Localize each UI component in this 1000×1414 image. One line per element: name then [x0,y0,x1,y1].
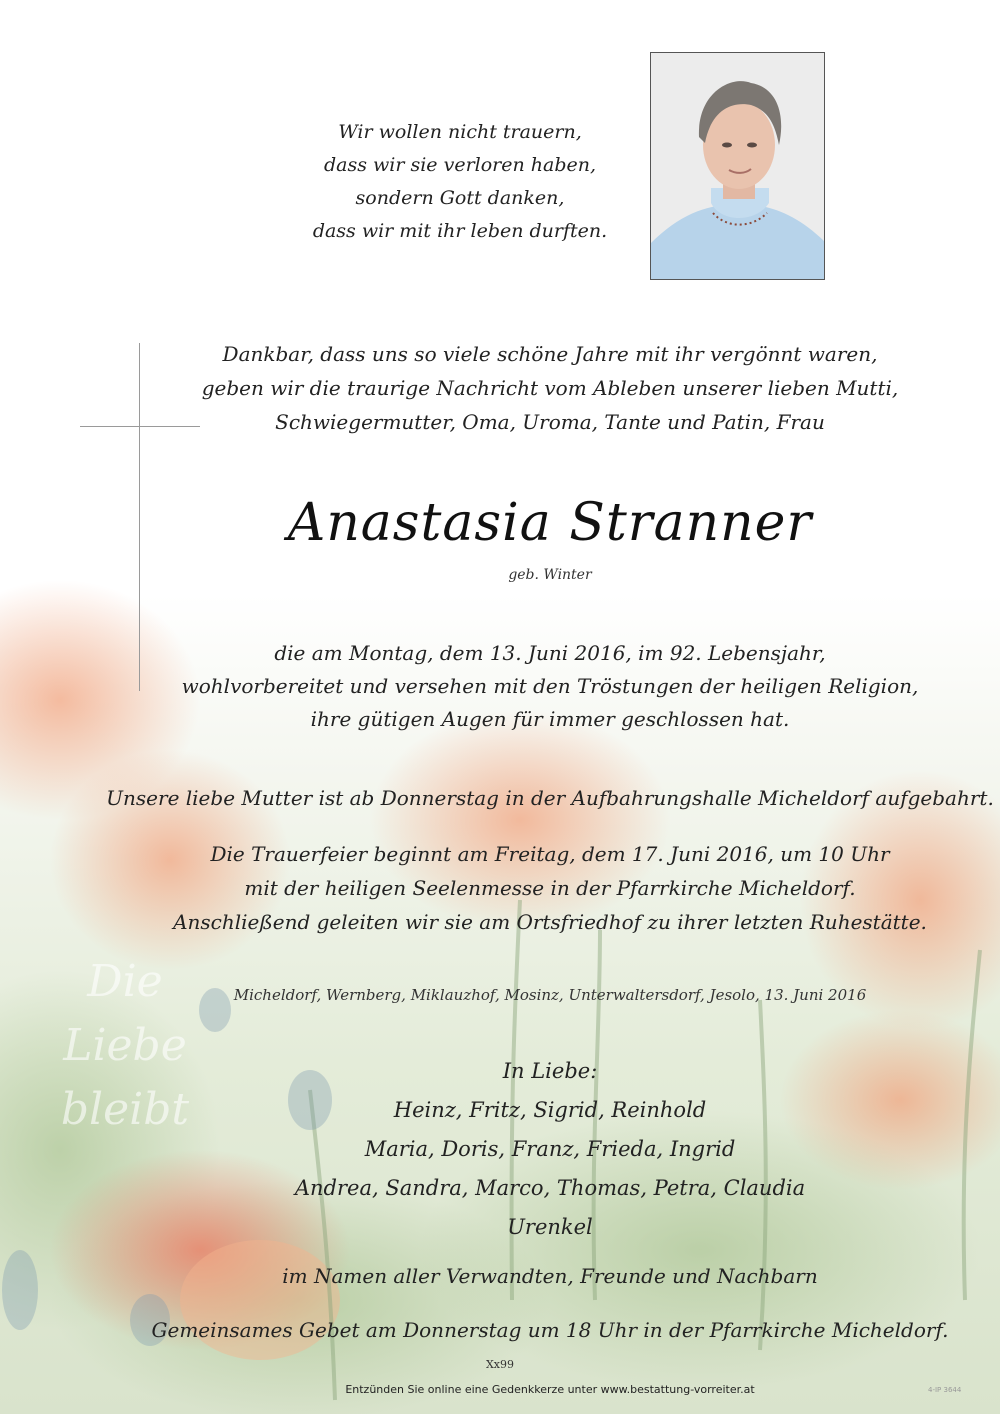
poem-line: Wir wollen nicht trauern, [338,121,582,143]
death-notice-line: die am Montag, dem 13. Juni 2016, im 92. Lebensjahr, [274,641,826,665]
poem [240,116,680,248]
death-notice [100,637,1000,736]
poem-line: dass wir mit ihr leben durften. [312,220,608,242]
deceased-name: Anastasia Stranner [287,493,813,553]
death-notice-line: wohlvorbereitet und versehen mit den Tröstungen der heiligen Religion, [181,674,919,698]
poem-line: dass wir sie verloren haben, [323,154,597,176]
on-behalf-line: im Namen aller Verwandten, Freunde und Nachbarn [282,1264,818,1288]
funeral-notice [100,837,1000,939]
watermark-line: bleibt [60,1084,190,1135]
family-line: Andrea, Sandra, Marco, Thomas, Petra, Claudia [294,1176,806,1200]
watermark-line: Die [87,956,163,1007]
watermark-line: Liebe [63,1020,187,1071]
funeral-line: Die Trauerfeier beginnt am Freitag, dem 17. Juni 2016, um 10 Uhr [210,842,890,866]
family-heading: In Liebe: [502,1059,598,1083]
wake-notice: Unsere liebe Mutter ist ab Donnerstag in der Aufbahrungshalle Micheldorf aufgebahrt. [106,786,994,810]
footer-candle-link[interactable]: Entzünden Sie online eine Gedenkkerze unter www.bestattung-vorreiter.at [345,1383,755,1396]
funeral-line: mit der heiligen Seelenmesse in der Pfarrkirche Micheldorf. [244,876,856,900]
intro-line: Dankbar, dass uns so viele schöne Jahre mit ihr vergönnt waren, [222,342,878,366]
intro-text [150,337,950,439]
family-list [100,1052,1000,1247]
family-line: Heinz, Fritz, Sigrid, Reinhold [393,1098,707,1122]
intro-line: Schwiegermutter, Oma, Uroma, Tante und Patin, Frau [275,410,825,434]
poem-line: sondern Gott danken, [355,187,565,209]
funeral-line: Anschließend geleiten wir sie am Ortsfriedhof zu ihrer letzten Ruhestätte. [173,910,927,934]
intro-line: geben wir die traurige Nachricht vom Ableben unserer lieben Mutti, [201,376,899,400]
family-line: Maria, Doris, Franz, Frieda, Ingrid [364,1137,736,1161]
prayer-notice: Gemeinsames Gebet am Donnerstag um 18 Uhr in der Pfarrkirche Micheldorf. [151,1318,949,1342]
portrait-illustration [651,53,825,280]
portrait-photo [650,52,825,280]
places-and-date: Micheldorf, Wernberg, Miklauzhof, Mosinz, Unterwaltersdorf, Jesolo, 13. Juni 2016 [233,986,867,1004]
death-notice-line: ihre gütigen Augen für immer geschlossen hat. [310,707,790,731]
template-code: Xx99 [485,1358,515,1371]
family-line: Urenkel [507,1215,593,1239]
reference-code: 4-IP 3644 [928,1386,962,1394]
birth-name: geb. Winter [508,567,592,583]
